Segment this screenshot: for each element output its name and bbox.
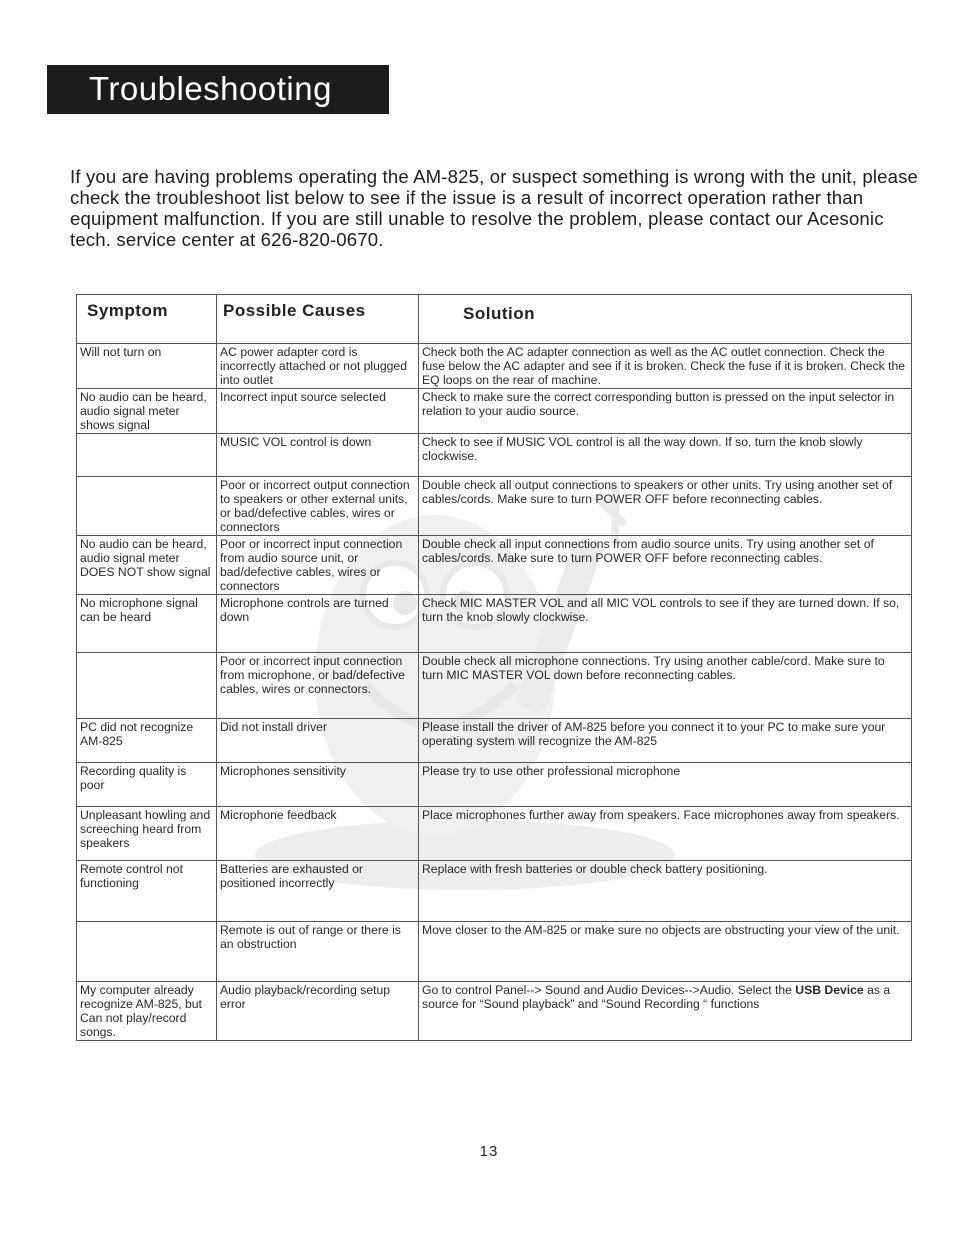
table-row [77,389,912,434]
symptom-cell [77,922,217,982]
symptom-cell: Remote control not functioning [77,861,217,922]
solution-cell: Please install the driver of AM-825 before you connect it to your PC to make sure your operating system will recognize the AM-825 [419,719,912,763]
cause-cell: Microphone controls are turned down [217,595,419,653]
solution-cell: Replace with fresh batteries or double check battery positioning. [419,861,912,922]
solution-cell: Double check all output connections to speakers or other units. Try using another set of cables/cords. Make sure to turn POWER OFF before reconnecting cables. [419,477,912,536]
symptom-cell: No audio can be heard, audio signal meter DOES NOT show signal [77,536,217,595]
cause-cell: Poor or incorrect input connection from audio source unit, or bad/defective cables, wires or connectors [217,536,419,595]
troubleshooting-table [76,294,912,1041]
symptom-cell [77,434,217,477]
intro-paragraph: If you are having problems operating the AM-825, or suspect something is wrong with the unit, please check the troubleshoot list below to see if the issue is a result of incorrect operation rather than equipment malfunction. If you are still unable to resolve the problem, please contact our Acesonic tech. service center at 626-820-0670. [70,166,919,250]
cause-cell: Audio playback/recording setup error [217,982,419,1041]
cause-cell: Microphones sensitivity [217,763,419,807]
symptom-cell: My computer already recognize AM-825, but Can not play/record songs. [77,982,217,1041]
cause-cell: Incorrect input source selected [217,389,419,434]
cause-cell: Did not install driver [217,719,419,763]
solution-cell: Check to make sure the correct corresponding button is pressed on the input selector in relation to your audio source. [419,389,912,434]
solution-cell: Please try to use other professional microphone [419,763,912,807]
solution-cell: Double check all microphone connections. Try using another cable/cord. Make sure to turn MIC MASTER VOL down before reconnecting cables. [419,653,912,719]
table-row [77,982,912,1041]
solution-cell: Double check all input connections from audio source units. Try using another set of cables/cords. Make sure to turn POWER OFF before reconnecting cables. [419,536,912,595]
table-row [77,807,912,861]
table-row [77,344,912,389]
table-row [77,861,912,922]
usb-device-label: USB Device [795,983,864,997]
symptom-cell [77,653,217,719]
cause-cell: Microphone feedback [217,807,419,861]
symptom-cell [77,477,217,536]
solution-cell: Check both the AC adapter connection as well as the AC outlet connection. Check the fuse below the AC adapter and see if it is broken. Check the fuse if it is broken. Check the EQ loops on the rear of machine. [419,344,912,389]
symptom-cell: Will not turn on [77,344,217,389]
page-title: Troubleshooting [89,70,332,107]
symptom-cell: Recording quality is poor [77,763,217,807]
cause-cell: Remote is out of range or there is an obstruction [217,922,419,982]
table-header-row [77,295,912,344]
table-row [77,763,912,807]
table-row [77,434,912,477]
title-bar [47,65,389,114]
symptom-cell: No microphone signal can be heard [77,595,217,653]
table-row [77,595,912,653]
solution-cell: Check MIC MASTER VOL and all MIC VOL controls to see if they are turned down. If so, turn the knob slowly clockwise. [419,595,912,653]
symptom-cell: PC did not recognize AM-825 [77,719,217,763]
solution-cell: Check to see if MUSIC VOL control is all the way down. If so, turn the knob slowly clockwise. [419,434,912,477]
symptom-cell: No audio can be heard, audio signal meter shows signal [77,389,217,434]
header-possible-causes: Possible Causes [217,295,419,344]
cause-cell: AC power adapter cord is incorrectly attached or not plugged into outlet [217,344,419,389]
cause-cell: Batteries are exhausted or positioned incorrectly [217,861,419,922]
cause-cell: Poor or incorrect output connection to speakers or other external units, or bad/defective cables, wires or connectors [217,477,419,536]
symptom-cell: Unpleasant howling and screeching heard from speakers [77,807,217,861]
solution-text: Go to control Panel--> Sound and Audio Devices-->Audio. Select the [422,983,796,997]
header-symptom: Symptom [77,295,217,344]
table-row [77,922,912,982]
table-row [77,719,912,763]
table-row [77,477,912,536]
table-row [77,536,912,595]
page-number: 13 [479,1143,499,1160]
solution-cell: Move closer to the AM-825 or make sure no objects are obstructing your view of the unit. [419,922,912,982]
table-row [77,653,912,719]
cause-cell: Poor or incorrect input connection from microphone, or bad/defective cables, wires or connectors. [217,653,419,719]
cause-cell: MUSIC VOL control is down [217,434,419,477]
solution-cell: Place microphones further away from speakers. Face microphones away from speakers. [419,807,912,861]
solution-text: as a source for “Sound playback” and “Sound Recording “ functions [422,983,891,1011]
header-solution: Solution [419,295,912,344]
solution-cell [419,982,912,1041]
